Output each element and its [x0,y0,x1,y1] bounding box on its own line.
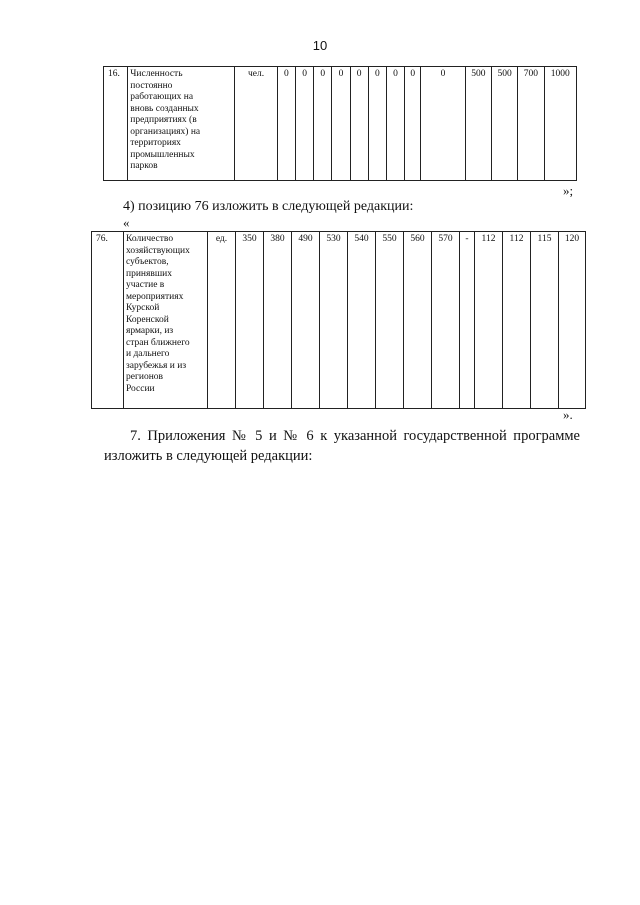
value-cell: 0 [350,67,368,181]
value-cell: 0 [332,67,350,181]
value-cell: 0 [386,67,404,181]
page-number: 10 [312,38,328,53]
opening-quote: « [123,215,130,230]
value-cell: 120 [559,232,586,409]
value-cell: 350 [236,232,264,409]
table-row [92,232,586,409]
value-cell: 550 [376,232,404,409]
value-cell: 570 [432,232,460,409]
value-cell: 115 [531,232,559,409]
table-row [104,67,577,181]
row-description: Численность постоянно работающих на вновь созданных предприятиях (в организациях) на территориях промышленных парков [128,67,235,181]
value-cell: 500 [492,67,518,181]
value-cell: 560 [404,232,432,409]
paragraph-4: 4) позицию 76 изложить в следующей редакции: [123,199,414,214]
value-cell: 0 [405,67,421,181]
table-position-76 [91,231,586,409]
value-cell: - [460,232,475,409]
value-cell: 112 [475,232,503,409]
row-index: 16. [104,67,128,181]
value-cell: 490 [292,232,320,409]
closing-quote-1: »; [563,183,574,198]
row-unit: чел. [235,67,277,181]
value-cell: 1000 [544,67,576,181]
row-unit: ед. [208,232,236,409]
value-cell: 112 [503,232,531,409]
table-position-16 [103,66,577,181]
value-cell: 540 [348,232,376,409]
row-description: Количество хозяйствующих субъектов, принявших участие в мероприятиях Курской Коренской ярмарки, из стран ближнего и дальнего зарубежья и из регионов России [124,232,208,409]
value-cell: 0 [314,67,332,181]
closing-quote-2: ». [563,407,573,422]
value-cell: 500 [465,67,491,181]
value-cell: 0 [368,67,386,181]
value-cell: 0 [277,67,295,181]
value-cell: 0 [296,67,314,181]
value-cell: 700 [518,67,544,181]
row-index: 76. [92,232,124,409]
value-cell: 380 [264,232,292,409]
value-cell: 0 [421,67,465,181]
value-cell: 530 [320,232,348,409]
paragraph-7: 7. Приложения № 5 и № 6 к указанной государственной программе изложить в следующей редакции: [104,428,580,464]
